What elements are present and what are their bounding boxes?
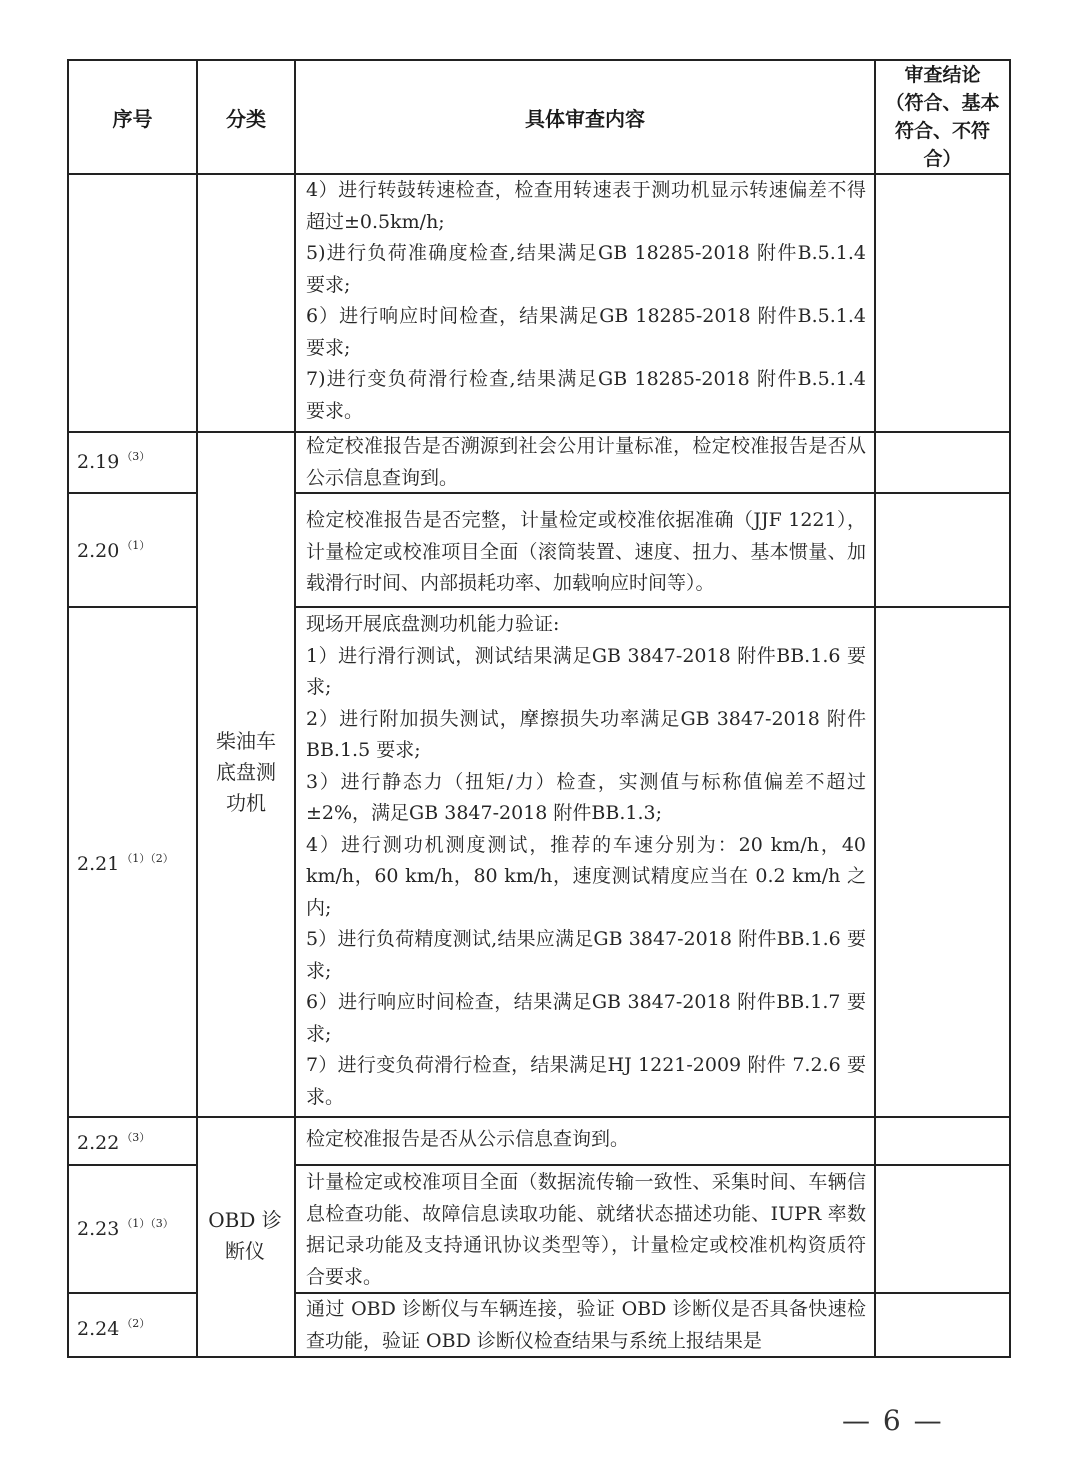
row-seq-number: 2.19: [77, 451, 120, 473]
row-seq: [77, 1315, 187, 1340]
row-seq-number: 2.21: [77, 853, 120, 875]
header-conclusion-line: 审查结论: [904, 64, 981, 86]
header-conclusion-line: 符合、不符: [894, 120, 990, 142]
category-diesel-dyno: 柴油车底盘测功机: [216, 729, 276, 815]
header-conclusion-line: 合）: [923, 148, 962, 170]
row-content: 检定校准报告是否完整，计量检定或校准依据准确（JJF 1221），计量检定或校准项目全面（滚筒装置、速度、扭力、基本惯量、加载滑行时间、内部损耗功率、加载响应时间等）。: [306, 509, 866, 594]
row-seq-note: （3）: [121, 1131, 151, 1144]
table-rule-col: [294, 59, 296, 1358]
header-conclusion-line: （符合、基本: [885, 92, 1000, 114]
page-number: — 6 —: [842, 1404, 944, 1437]
review-table: [67, 59, 1011, 1358]
table-rule-right: [1009, 59, 1011, 1358]
row-seq-note: （2）: [121, 1317, 151, 1330]
table-rule-row: [67, 1116, 1011, 1118]
row-seq: [77, 448, 187, 473]
row-seq: [77, 850, 187, 875]
row-seq-note: （3）: [121, 450, 151, 463]
table-rule-col: [874, 59, 876, 1358]
row-seq-number: 2.20: [77, 540, 120, 562]
row-content: 计量检定或校准项目全面（数据流传输一致性、采集时间、车辆信息检查功能、故障信息读取功能、就绪状态描述功能、IUPR 率数据记录功能及支持通讯协议类型等），计量检定或校准机构资质符合要求。: [306, 1171, 866, 1288]
row-seq-note: （1）（3）: [121, 1217, 174, 1230]
row-seq-number: 2.24: [77, 1318, 120, 1340]
row-content: 现场开展底盘测功机能力验证: 1）进行滑行测试，测试结果满足GB 3847-2018 附件BB.1.6 要求; 2）进行附加损失测试，摩擦损失功率满足GB 3847-2018 附件BB.1.5 要求; 3）进行静态力（扭矩/力）检查，实测值与标称值偏差不超过±2%，满足GB 3847-2018 附件BB.1.3; 4）进行测功机测度测试，推荐的车速分别为：20 km/h，40 km/h，60 km/h，80 km/h，速度测试精度应当在 0.2 km/h 之内; 5）进行负荷精度测试,结果应满足GB 3847-2018 附件BB.1.6 要求; 6）进行响应时间检查，结果满足GB 3847-2018 附件BB.1.7 要求; 7）进行变负荷滑行检查，结果满足HJ 1221-2009 附件 7.2.6 要求。: [306, 613, 866, 1108]
table-rule-col: [196, 59, 198, 1358]
row-seq-note: （1）: [121, 539, 151, 552]
category-obd: OBD 诊断仪: [208, 1208, 282, 1263]
table-rule-row: [67, 1292, 196, 1294]
row-seq-number: 2.22: [77, 1132, 120, 1154]
row-content: 检定校准报告是否溯源到社会公用计量标准，检定校准报告是否从公示信息查询到。: [306, 435, 866, 489]
row-seq: [77, 1129, 187, 1154]
table-rule-row: [67, 492, 196, 494]
header-category: 分类: [226, 107, 266, 131]
table-rule-row: [296, 1164, 1011, 1166]
table-rule-row: [67, 1164, 196, 1166]
row-content: 检定校准报告是否从公示信息查询到。: [306, 1128, 630, 1150]
table-rule-left: [67, 59, 69, 1358]
row-seq-number: 2.23: [77, 1218, 120, 1240]
row-seq-note: （1）（2）: [121, 852, 174, 865]
table-rule-row: [67, 606, 196, 608]
table-rule-top: [67, 59, 1011, 61]
row-content: 4）进行转鼓转速检查，检查用转速表于测功机显示转速偏差不得超过±0.5km/h; 5)进行负荷准确度检查,结果满足GB 18285-2018 附件B.5.1.4 要求; 6）进行响应时间检查，结果满足GB 18285-2018 附件B.5.1.4 要求; 7)进行变负荷滑行检查,结果满足GB 18285-2018 附件B.5.1.4 要求。: [306, 179, 866, 422]
row-content: 通过 OBD 诊断仪与车辆连接，验证 OBD 诊断仪是否具备快速检查功能，验证 OBD 诊断仪检查结果与系统上报结果是: [306, 1298, 866, 1352]
row-seq: [77, 537, 187, 562]
header-seq: 序号: [112, 107, 153, 131]
header-content: 具体审查内容: [525, 107, 645, 131]
header-conclusion: [876, 61, 1009, 173]
table-rule-row: [296, 606, 1011, 608]
row-seq: [77, 1215, 187, 1240]
